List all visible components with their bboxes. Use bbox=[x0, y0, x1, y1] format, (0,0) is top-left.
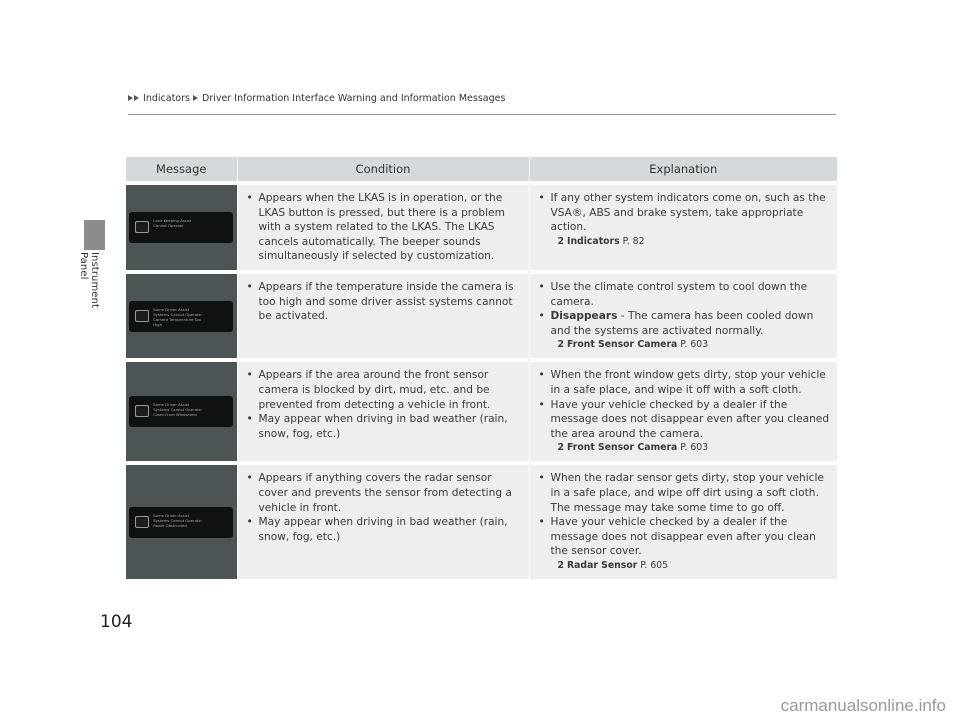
condition-item: • May appear when driving in bad weather (rain, snow, fog, etc.) bbox=[246, 515, 522, 544]
breadcrumb bbox=[128, 93, 505, 104]
reference-title[interactable]: Indicators bbox=[566, 235, 620, 247]
breadcrumb-part-1[interactable]: Indicators bbox=[143, 93, 190, 104]
reference-page: P. 603 bbox=[680, 339, 709, 351]
breadcrumb-part-2[interactable]: Driver Information Interface Warning and Information Messages bbox=[202, 93, 506, 104]
screen-line: High bbox=[153, 321, 162, 327]
explanation-item: • When the front window gets dirty, stop your vehicle in a safe place, and wipe it off with a soft cloth. bbox=[538, 368, 831, 397]
explanation-keyword-text: - The camera has been cooled down and the systems are activated normally. bbox=[550, 310, 814, 337]
reference-title[interactable]: Front Sensor Camera bbox=[566, 339, 678, 351]
page-number: 104 bbox=[100, 612, 133, 632]
condition-cell bbox=[237, 463, 529, 579]
message-screen-cell bbox=[126, 183, 237, 272]
watermark[interactable]: carmanualsonline.info bbox=[780, 696, 946, 715]
arrow-icon bbox=[128, 95, 133, 101]
radar-icon bbox=[135, 516, 149, 528]
message-screen-cell bbox=[126, 272, 237, 360]
condition-cell bbox=[237, 183, 529, 272]
reference-title[interactable]: Front Sensor Camera bbox=[566, 442, 678, 454]
condition-item: • Appears if anything covers the radar sensor cover and prevents the sensor from detecting a vehicle in front. bbox=[246, 471, 522, 515]
arrow-icon bbox=[193, 95, 198, 101]
reference-title[interactable]: Radar Sensor bbox=[566, 559, 638, 571]
screen-line: Camera Temperature Too bbox=[153, 316, 201, 322]
cross-reference[interactable] bbox=[538, 338, 831, 352]
section-label: Instrument Panel bbox=[78, 252, 100, 309]
screen-line: Systems Cannot Operate: bbox=[153, 517, 203, 523]
header-explanation: Explanation bbox=[529, 157, 837, 183]
explanation-item: • Have your vehicle checked by a dealer if the message does not disappear even after you cleaned the area around the camera. bbox=[538, 398, 831, 442]
cross-reference[interactable] bbox=[538, 441, 831, 455]
windshield-icon bbox=[135, 405, 149, 417]
cross-reference[interactable] bbox=[538, 235, 831, 249]
reference-icon: 2 bbox=[557, 339, 564, 351]
screen-line: Systems Cannot Operate: bbox=[153, 311, 203, 317]
screen-line: Cannot Operate bbox=[153, 222, 184, 228]
screen-line: Some Driver Assist bbox=[153, 512, 190, 518]
header-message: Message bbox=[126, 157, 237, 183]
cross-reference[interactable] bbox=[538, 559, 831, 573]
screen-line: Systems Cannot Operate: bbox=[153, 407, 203, 413]
message-screen bbox=[129, 396, 233, 427]
message-screen bbox=[129, 507, 233, 538]
explanation-item: • When the radar sensor gets dirty, stop your vehicle in a safe place, and wipe off dirt using a soft cloth. The message may take some time to go off. bbox=[538, 471, 831, 515]
table-row bbox=[126, 272, 837, 360]
condition-cell bbox=[237, 272, 529, 360]
screen-line: Some Driver Assist bbox=[153, 306, 190, 312]
reference-icon: 2 bbox=[557, 559, 564, 571]
message-screen-cell bbox=[126, 463, 237, 579]
condition-cell bbox=[237, 360, 529, 463]
reference-page: P. 603 bbox=[680, 442, 709, 454]
lkas-warning-icon bbox=[135, 221, 149, 233]
condition-item: • Appears if the area around the front sensor camera is blocked by dirt, mud, etc. and be prevented from detecting a vehicle in front. bbox=[246, 368, 522, 412]
message-screen-cell bbox=[126, 360, 237, 463]
section-tab bbox=[84, 220, 105, 250]
message-screen bbox=[129, 212, 233, 243]
camera-temperature-icon bbox=[135, 310, 149, 322]
explanation-item: • If any other system indicators come on, such as the VSA®, ABS and brake system, take appropriate action. bbox=[538, 191, 831, 235]
table-row bbox=[126, 183, 837, 272]
condition-item: • Appears when the LKAS is in operation, or the LKAS button is pressed, but there is a problem with a system related to the LKAS. The LKAS cancels automatically. The beeper sounds simultaneously if selected by customization. bbox=[246, 191, 522, 264]
explanation-keyword: Disappears bbox=[550, 310, 618, 323]
table-row bbox=[126, 463, 837, 579]
arrow-icon bbox=[134, 95, 139, 101]
screen-line: Radar Obstructed bbox=[153, 522, 187, 528]
table-row bbox=[126, 360, 837, 463]
explanation-cell bbox=[529, 272, 837, 360]
screen-line: Some Driver Assist bbox=[153, 402, 190, 408]
explanation-cell bbox=[529, 463, 837, 579]
header-condition: Condition bbox=[237, 157, 529, 183]
reference-page: P. 82 bbox=[622, 235, 645, 247]
condition-item: • Appears if the temperature inside the camera is too high and some driver assist systems cannot be activated. bbox=[246, 280, 522, 324]
screen-line: Clean Front Windshield bbox=[153, 412, 197, 418]
explanation-item: • Use the climate control system to cool down the camera. bbox=[538, 280, 831, 309]
reference-icon: 2 bbox=[557, 235, 564, 247]
header-divider bbox=[128, 114, 836, 115]
condition-item: • May appear when driving in bad weather (rain, snow, fog, etc.) bbox=[246, 412, 522, 441]
explanation-item bbox=[538, 309, 831, 338]
message-table bbox=[126, 157, 837, 579]
explanation-cell bbox=[529, 183, 837, 272]
reference-icon: 2 bbox=[557, 442, 564, 454]
explanation-cell bbox=[529, 360, 837, 463]
message-screen bbox=[129, 301, 233, 332]
explanation-item: • Have your vehicle checked by a dealer if the message does not disappear even after you clean the sensor cover. bbox=[538, 515, 831, 559]
screen-line: Lane Keeping Assist bbox=[153, 217, 192, 223]
reference-page: P. 605 bbox=[640, 559, 669, 571]
